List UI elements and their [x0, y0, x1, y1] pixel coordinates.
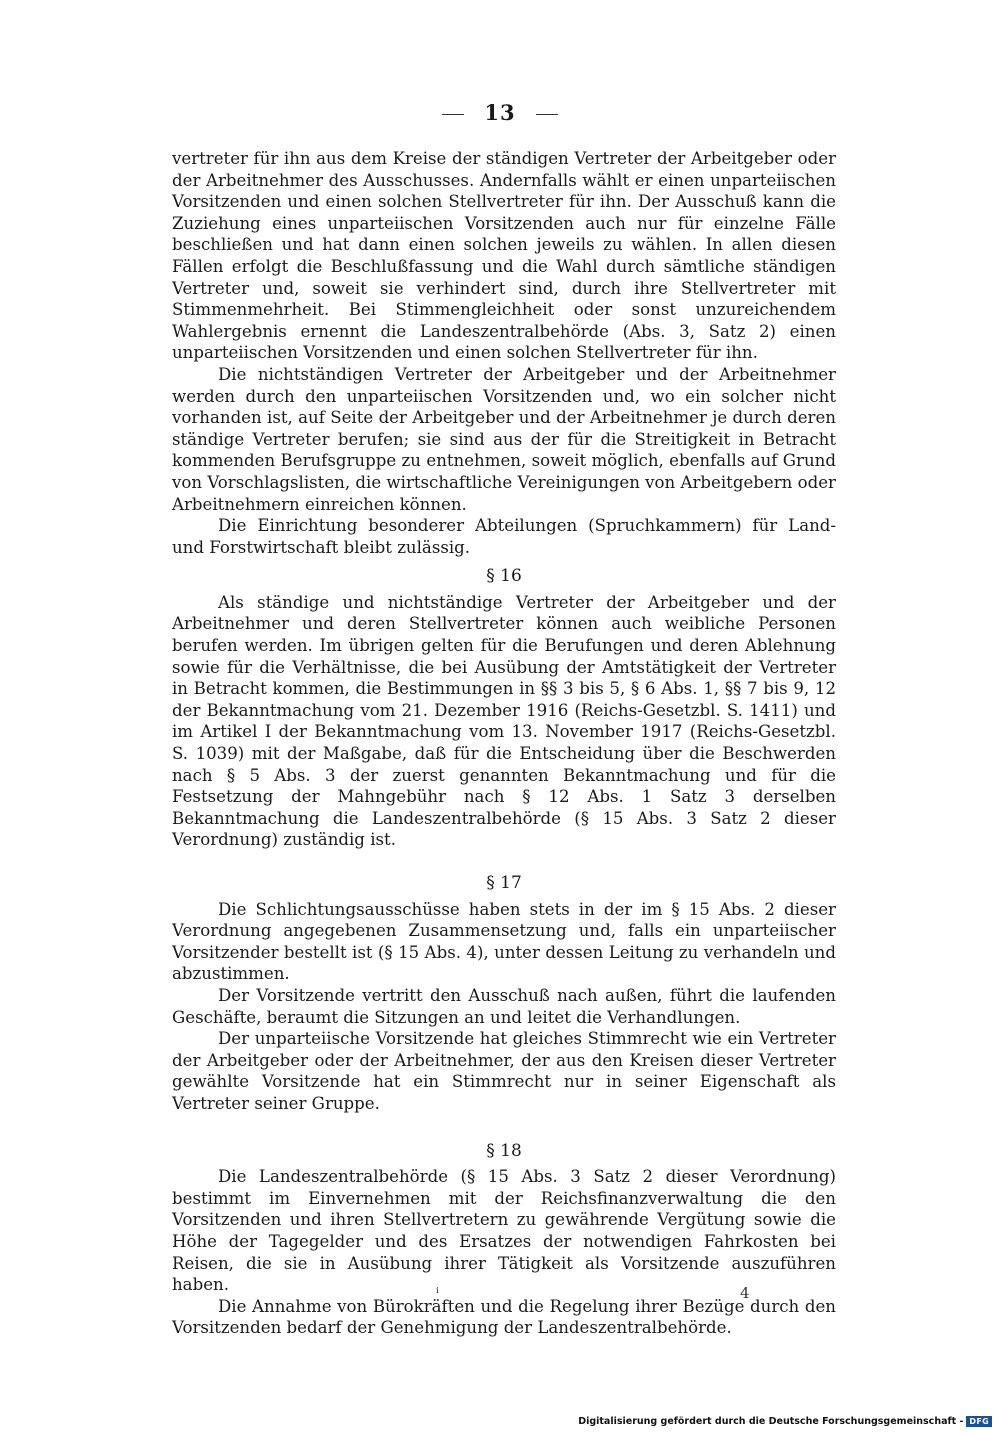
page-number: 13: [484, 100, 516, 125]
dfg-logo-icon: DFG: [966, 1416, 992, 1427]
paragraph: Die Einrichtung besonderer Abteilungen (Spruchkammern) für Land- und Forstwirtschaft bleibt zulässig.: [172, 516, 836, 557]
digitization-footer: [578, 1416, 992, 1427]
paragraph: Die Schlichtungsausschüsse haben stets in der im § 15 Abs. 2 dieser Verordnung angegebenen Zusammensetzung und, falls ein unparteiischer Vorsitzender bestellt ist (§ 15 Abs. 4), unter dessen Leitung zu verhandeln und abzustimmen.: [172, 899, 836, 984]
footer-text: Digitalisierung gefördert durch die Deutsche Forschungsgemeinschaft -: [578, 1416, 964, 1427]
paragraph: Die Annahme von Bürokräften und die Regelung ihrer Bezüge durch den Vorsitzenden bedarf der Genehmigung der Landeszentralbehörde.: [172, 1296, 836, 1338]
paragraph: vertreter für ihn aus dem Kreise der ständigen Vertreter der Arbeitgeber oder der Arbeitnehmer des Ausschusses. Andernfalls wählt er einen unparteiischen Vorsitzenden und einen solchen Stellvertreter für ihn. Der Ausschuß kann die Zuziehung eines unparteiischen Vorsitzenden auch nur für einzelne Fälle beschließen und hat dann einen solchen jeweils zu wählen. In allen diesen Fällen erfolgt die Beschlußfassung und die Wahl durch sämtliche ständigen Vertreter und, soweit sie verhindert sind, durch ihre Stellvertreter mit Stimmenmehrheit. Bei Stimmengleichheit oder sonst unzureichendem Wahlergebnis ernennt die Landeszentralbehörde (Abs. 3, Satz 2) einen unparteiischen Vorsitzenden und einen solchen Stellvertreter für ihn.: [172, 149, 836, 363]
section-heading-16: § 16: [486, 566, 522, 587]
signature-mark-left: ⁱ: [436, 1284, 440, 1302]
paragraph: Als ständige und nichtständige Vertreter der Arbeitgeber und der Arbeitnehmer und deren Stellvertreter können auch weibliche Personen berufen werden. Im übrigen gelten für die Berufungen und deren Ablehnung sowie für die Verhältnisse, die bei Ausübung der Amtstätigkeit der Vertreter in Betracht kommen, die Bestimmungen in §§ 3 bis 5, § 6 Abs. 1, §§ 7 bis 9, 12 der Bekanntmachung vom 21. Dezember 1916 (Reichs-Gesetzbl. S. 1411) und im Artikel I der Bekanntmachung vom 13. November 1917 (Reichs-Gesetzbl. S. 1039) mit der Maßgabe, daß für die Entscheidung über die Beschwerden nach § 5 Abs. 3 der zuerst genannten Bekanntmachung und für die Festsetzung der Mahngebühr nach § 12 Abs. 1 Satz 3 derselben Bekanntmachung die Landeszentralbehörde (§ 15 Abs. 3 Satz 2 dieser Verordnung) zuständig ist.: [172, 592, 836, 850]
body-text: [172, 148, 836, 1339]
section-heading-18: § 18: [486, 1140, 522, 1161]
signature-mark-right: 4: [740, 1284, 750, 1302]
paragraph: Die Landeszentralbehörde (§ 15 Abs. 3 Satz 2 dieser Verordnung) bestimmt im Einvernehmen mit der Reichsfinanzverwaltung die den Vorsitzenden und ihren Stellvertretern zu gewährende Vergütung sowie die Höhe der Tagegelder und des Ersatzes der notwendigen Fahrkosten bei Reisen, die sie in Ausübung ihrer Tätigkeit als Vorsitzende auszuführen haben.: [172, 1167, 836, 1295]
header-dash-right: [536, 114, 558, 115]
section-heading-17: § 17: [486, 873, 522, 893]
page-header: [0, 100, 1000, 125]
paragraph: Der Vorsitzende vertritt den Ausschuß nach außen, führt die laufenden Geschäfte, beraumt die Sitzungen an und leitet die Verhandlungen.: [172, 985, 836, 1027]
paragraph: Der unparteiische Vorsitzende hat gleiches Stimmrecht wie ein Vertreter der Arbeitgeber oder der Arbeitnehmer, der aus den Kreisen dieser Vertreter gewählte Vorsitzende hat ein Stimmrecht nur in seiner Eigenschaft als Vertreter seiner Gruppe.: [172, 1029, 836, 1113]
paragraph: Die nichtständigen Vertreter der Arbeitgeber und der Arbeitnehmer werden durch den unparteiischen Vorsitzenden und, wo ein solcher nicht vorhanden ist, auf Seite der Arbeitgeber und der Arbeitnehmer je durch deren ständige Vertreter berufen; sie sind aus der für die Streitigkeit in Betracht kommenden Berufsgruppe zu entnehmen, soweit möglich, ebenfalls auf Grund von Vorschlagslisten, die wirtschaftliche Vereinigungen von Arbeitgebern oder Arbeitnehmern einreichen können.: [172, 364, 836, 514]
header-dash-left: [442, 114, 464, 115]
